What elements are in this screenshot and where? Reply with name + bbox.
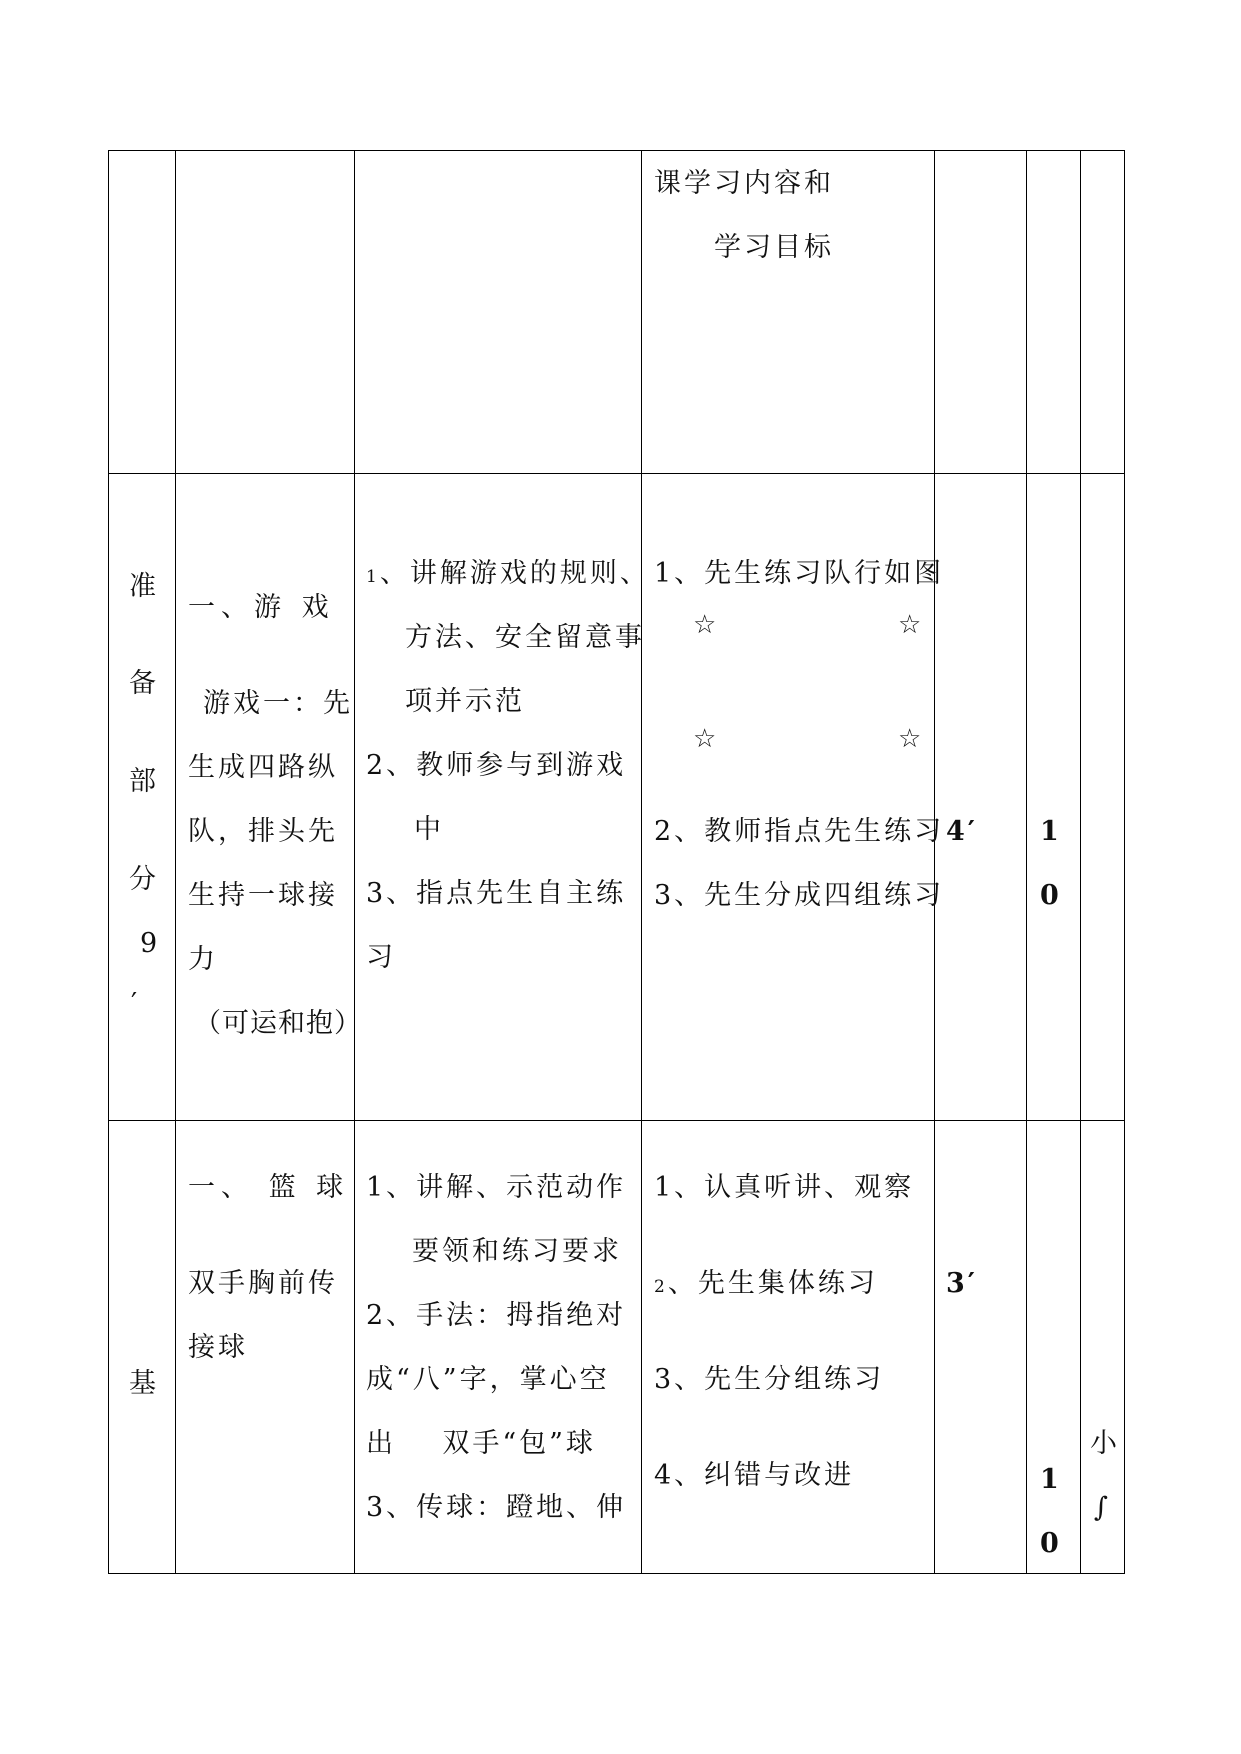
prep-part-label-char: 9 <box>140 928 161 959</box>
basic-teacher-line: 1、讲解、示范动作 <box>366 1172 627 1203</box>
col-border-2 <box>354 150 355 1574</box>
col-border-1 <box>175 150 176 1574</box>
prep-part-label-char: 备 <box>129 668 159 699</box>
formation-star-icon: ☆ <box>898 610 922 640</box>
prep-time: 4′ <box>946 816 978 847</box>
basic-time: 3′ <box>946 1268 978 1299</box>
table-top-border <box>108 150 1125 151</box>
prep-teacher-line: 方法、安全留意事 <box>405 622 645 653</box>
prep-student-line: 1、先生练习队行如图 <box>654 558 945 589</box>
basic-count-digit: 1 <box>1040 1464 1062 1495</box>
col-border-5 <box>1026 150 1027 1574</box>
basic-last-col-char: ∫ <box>1094 1492 1112 1523</box>
col-border-4 <box>934 150 935 1574</box>
basic-content-line: 一、 篮 球 <box>188 1172 350 1203</box>
basic-teacher-line: 2、手法：拇指绝对 <box>366 1300 627 1331</box>
formation-star-icon: ☆ <box>693 610 717 640</box>
prep-teacher-line: 项并示范 <box>405 686 525 717</box>
prep-content-line: 力 <box>188 944 218 975</box>
prep-part-label-char: 分 <box>129 864 159 895</box>
basic-teacher-line: 成“八”字，掌心空 <box>366 1364 610 1395</box>
prep-part-label-char: 部 <box>129 766 159 797</box>
prep-teacher-line: 2、教师参与到游戏 <box>366 750 627 781</box>
basic-content-line: 接球 <box>188 1332 248 1363</box>
prep-part-label-char: ′ <box>131 988 141 1019</box>
prep-count-digit: 1 <box>1040 816 1062 847</box>
prep-teacher-line: 习 <box>366 942 396 973</box>
prep-content-line: 生成四路纵 <box>188 752 338 783</box>
basic-student-line: 3、先生分组练习 <box>654 1364 885 1395</box>
prep-content-line: 游戏一：先 <box>203 688 353 719</box>
basic-count-digit: 0 <box>1040 1528 1062 1559</box>
basic-student-line: 4、纠错与改进 <box>654 1460 855 1491</box>
prep-content-line: （可运和抱） <box>194 1008 362 1039</box>
basic-teacher-line: 要领和练习要求 <box>412 1236 622 1267</box>
header-learning-goal: 学习目标 <box>714 232 834 263</box>
table-bottom-border <box>108 1573 1125 1574</box>
col-border-3 <box>641 150 642 1574</box>
basic-teacher-line: 出 双手“包”球 <box>366 1428 596 1459</box>
prep-count-digit: 0 <box>1040 880 1062 911</box>
basic-content-line: 双手胸前传 <box>188 1268 338 1299</box>
formation-star-icon: ☆ <box>693 724 717 754</box>
basic-teacher-line: 3、传球：蹬地、伸 <box>366 1492 627 1523</box>
prep-content-line: 一、游 戏 <box>188 592 335 623</box>
col-border-6 <box>1080 150 1081 1574</box>
basic-part-label-char: 基 <box>129 1368 159 1399</box>
prep-part-label-char: 准 <box>129 571 159 602</box>
prep-student-line: 2、教师指点先生练习 <box>654 816 945 847</box>
row-divider-1 <box>108 473 1125 474</box>
row-divider-2 <box>108 1120 1125 1121</box>
prep-student-line: 3、先生分成四组练习 <box>654 880 945 911</box>
prep-teacher-line: 3、指点先生自主练 <box>366 878 627 909</box>
basic-student-line: 1、认真听讲、观察 <box>654 1172 915 1203</box>
formation-star-icon: ☆ <box>898 724 922 754</box>
col-border-0 <box>108 150 109 1574</box>
prep-content-line: 队，排头先 <box>188 816 338 847</box>
prep-content-line: 生持一球接 <box>188 880 338 911</box>
header-learning-content: 课学习内容和 <box>654 168 834 199</box>
prep-teacher-line: 中 <box>414 814 444 845</box>
basic-last-col-char: 小 <box>1090 1428 1120 1459</box>
prep-teacher-line: 1、讲解游戏的规则、 <box>366 558 650 589</box>
basic-student-line: 2、先生集体练习 <box>654 1268 878 1299</box>
col-border-7 <box>1124 150 1125 1574</box>
